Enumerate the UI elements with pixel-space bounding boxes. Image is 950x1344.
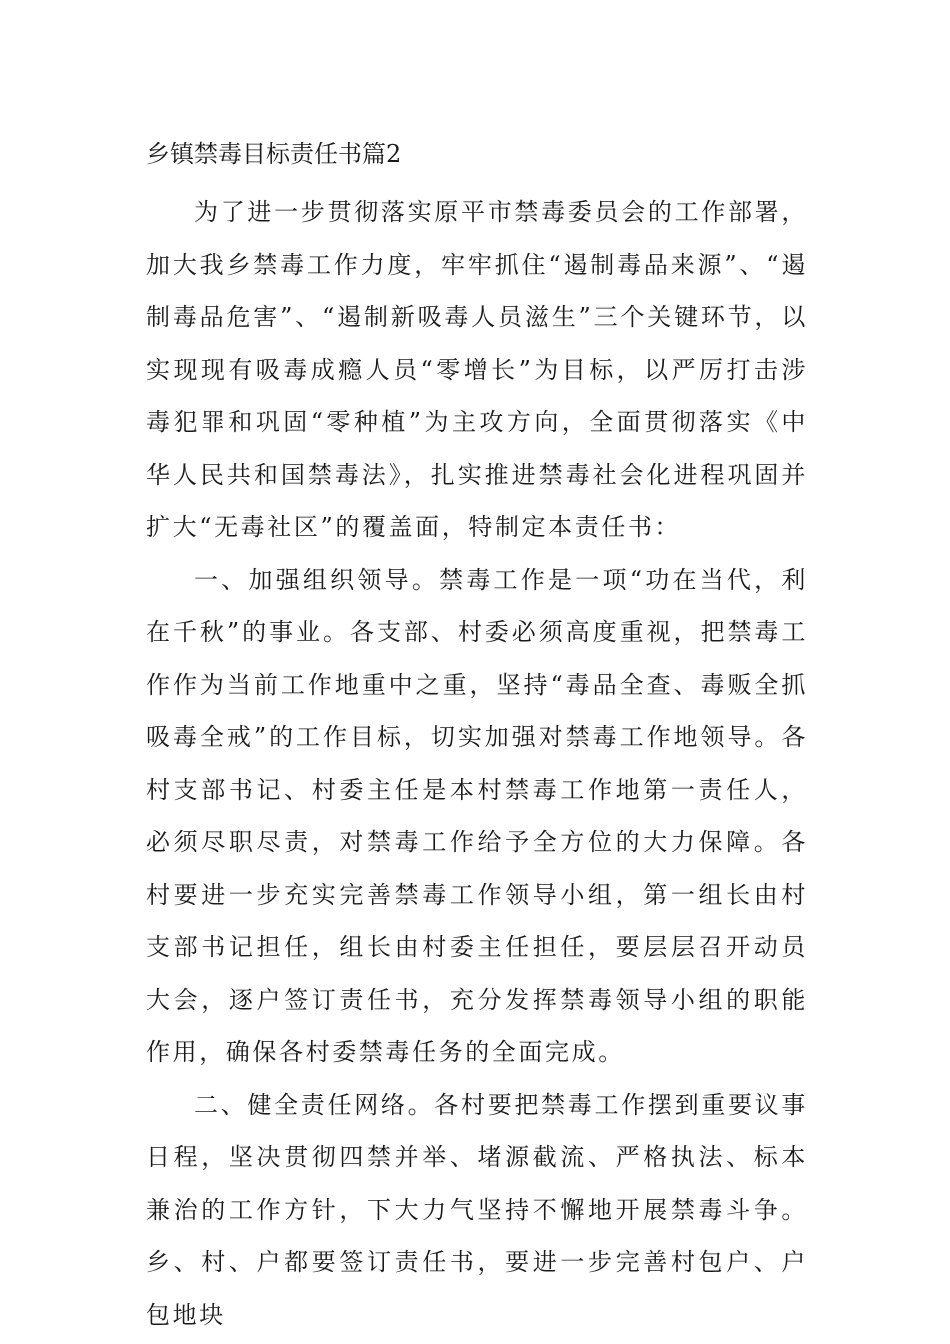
paragraph-intro: 为了进一步贯彻落实原平市禁毒委员会的工作部署，加大我乡禁毒工作力度，牢牢抓住“遏制毒品来源”、“遏制毒品危害”、“遏制新吸毒人员滋生”三个关键环节，以实现现有吸毒成瘾人员“零增长”为目标，以严厉打击涉毒犯罪和巩固“零种植”为主攻方向，全面贯彻落实《中华人民共和国禁毒法》，扎实推进禁毒社会化进程巩固并扩大“无毒社区”的覆盖面，特制定本责任书：: [146, 198, 808, 541]
paragraph-section-2: 二、健全责任网络。各村要把禁毒工作摆到重要议事日程，坚决贯彻四禁并举、堵源截流、严格执法、标本兼治的工作方针，下大力气坚持不懈地开展禁毒斗争。乡、村、户都要签订责任书，要进一步完善村包户、户包地块: [146, 1090, 808, 1329]
document-title: 乡镇禁毒目标责任书篇2: [146, 140, 402, 168]
paragraph-section-1: 一、加强组织领导。禁毒工作是一项“功在当代，利在千秋”的事业。各支部、村委必须高度重视，把禁毒工作作为当前工作地重中之重，坚持“毒品全查、毒贩全抓吸毒全戒”的工作目标，切实加强对禁毒工作地领导。各村支部书记、村委主任是本村禁毒工作地第一责任人，必须尽职尽责，对禁毒工作给予全方位的大力保障。各村要进一步充实完善禁毒工作领导小组，第一组长由村支部书记担任，组长由村委主任担任，要层层召开动员大会，逐户签订责任书，充分发挥禁毒领导小组的职能作用，确保各村委禁毒任务的全面完成。: [146, 565, 808, 1066]
document-page: [146, 130, 808, 1341]
